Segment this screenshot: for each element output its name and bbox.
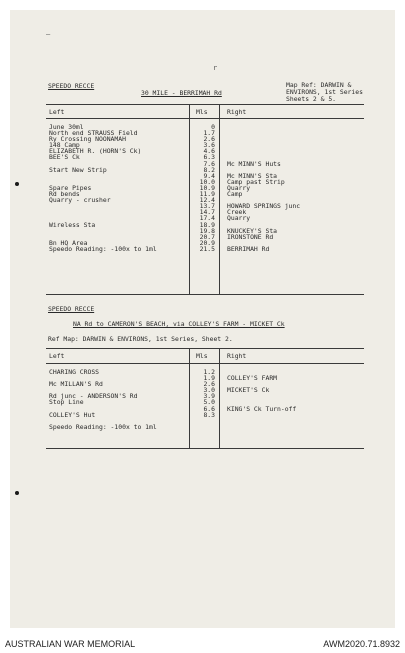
section2-rule-top <box>46 348 364 349</box>
section1-map-ref-1: Map Ref: DARWIN & <box>286 81 352 89</box>
section2-heading: SPEEDO RECCE <box>48 305 95 313</box>
section2-mls-column: 1.2 1.9 2.6 3.0 3.9 5.0 6.6 8.3 <box>203 368 215 419</box>
section1-map-ref-2: ENVIRONS, 1st Series <box>286 88 363 96</box>
section1-mls-column: 0 1.7 2.6 3.6 4.6 6.3 7.6 8.2 9.4 10.0 10.9 11.9 12.4 13.7 14.7 17.4 18.9 19.8 20.7 20.9 21.5 <box>199 123 215 253</box>
section2-divider-2 <box>219 348 220 448</box>
section1-rule-bottom <box>46 294 364 295</box>
footer-institution: AUSTRALIAN WAR MEMORIAL <box>5 639 136 649</box>
section2-left-column: CHARING CROSS Mc MILLAN'S Rd Rd junc - ANDERSON'S Rd Stop Line COLLEY'S Hut Speedo Reading: -100x to 1ml <box>49 368 157 431</box>
section1-map-ref-3: Sheets 2 & 5. <box>286 95 337 103</box>
footer-bar <box>0 634 405 653</box>
document-page <box>10 10 395 628</box>
section2-route: NA Rd to CAMERON'S BEACH, via COLLEY'S FARM - MICKET Ck <box>73 320 285 328</box>
footer-accession-number: AWM2020.71.8932 <box>323 639 400 649</box>
section2-rule-bottom <box>46 448 364 449</box>
section2-right-column: COLLEY'S FARM MICKET'S Ck KING'S Ck Turn-off <box>227 374 297 413</box>
section1-rule-header <box>46 118 364 119</box>
section2-rule-header <box>46 363 364 364</box>
section1-right-column: Mc MINN'S Huts Mc MINN'S Sta Camp past Strip Quarry Camp HOWARD SPRINGS junc Creek Quarry KNUCKEY'S Sta IRONSTONE Rd BERRIMAH Rd <box>227 159 301 253</box>
punch-hole-bottom <box>15 491 19 495</box>
section2-map-ref: Ref Map: DARWIN & ENVIRONS, 1st Series, Sheet 2. <box>48 335 233 343</box>
section1-col-right: Right <box>227 108 247 116</box>
section2-col-left: Left <box>49 352 65 360</box>
section1-divider-2 <box>219 104 220 294</box>
section1-route: 30 MILE - BERRIMAH Rd <box>141 89 222 97</box>
top-mark: — <box>46 30 51 38</box>
punch-hole-top <box>15 182 19 186</box>
section2-col-mls: Mls <box>196 352 208 360</box>
top-mark-2: r <box>213 64 218 72</box>
section1-left-column: June 30ml North end STRAUSS Field Ry Crossing NOONAMAH 148 Camp ELIZABETH R. (HORN'S Ck) BEE'S Ck Start New Strip Spare Pipes Rd bends Quarry - crusher Wireless Sta Bn HQ Area Speedo Reading: -100x to 1ml <box>49 123 157 253</box>
section1-col-mls: Mls <box>196 108 208 116</box>
section1-heading: SPEEDO RECCE <box>48 82 95 90</box>
section1-col-left: Left <box>49 108 65 116</box>
section2-col-right: Right <box>227 352 247 360</box>
section1-rule-top <box>46 104 364 105</box>
